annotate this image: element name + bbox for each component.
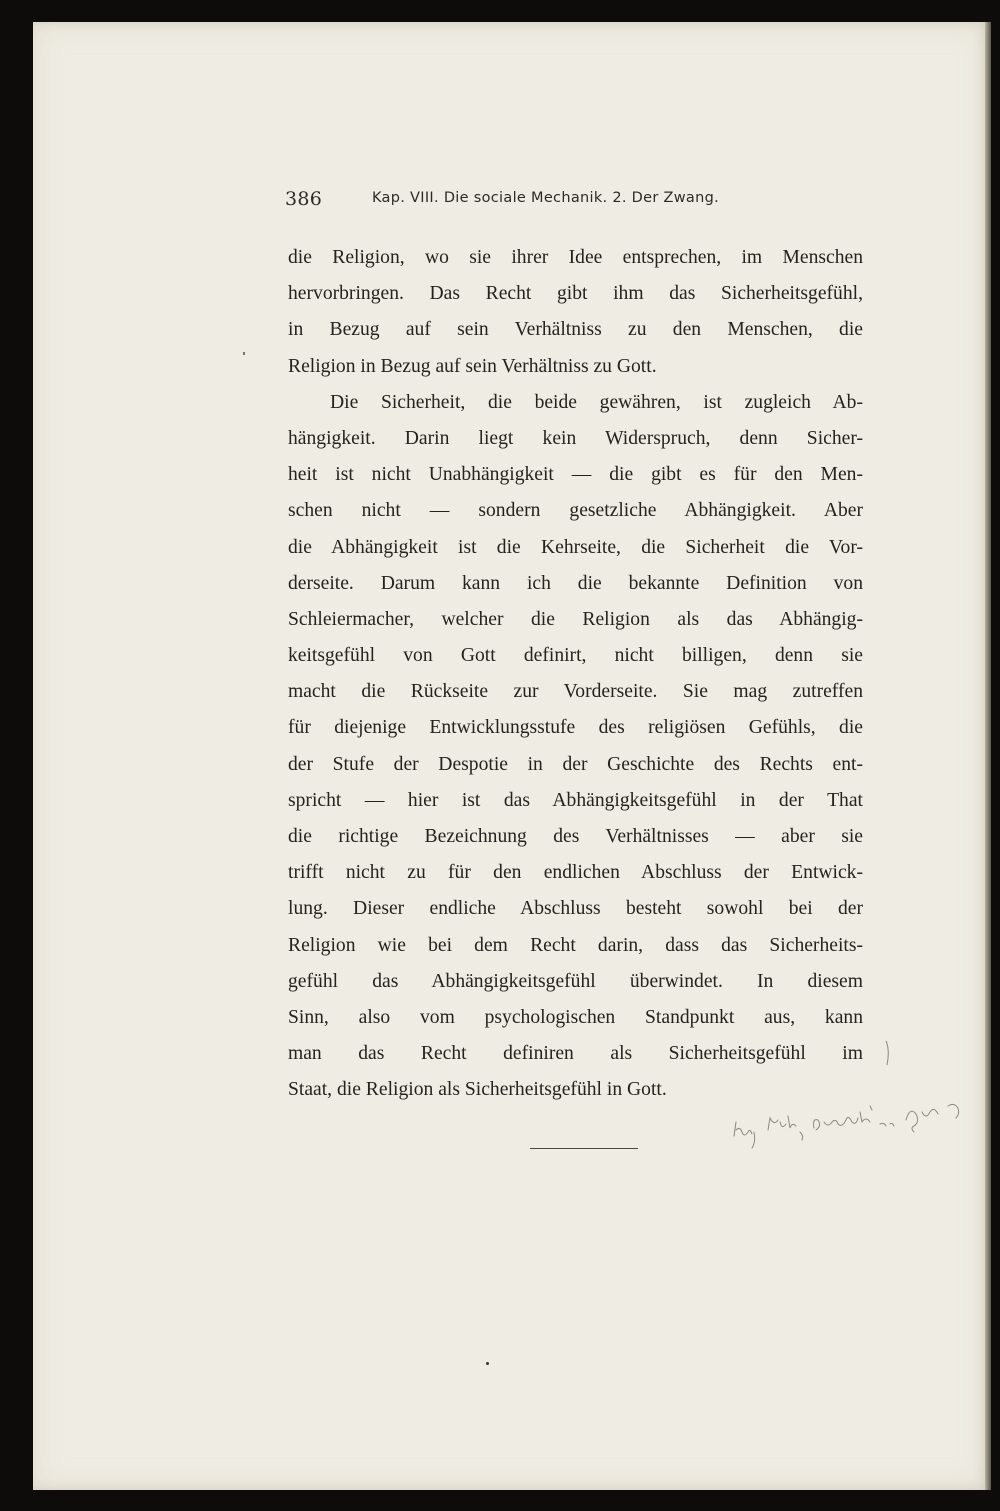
text-line: der Stufe der Despotie in der Geschichte des Rechts ent-	[288, 753, 863, 775]
text-line: die Religion, wo sie ihrer Idee entsprechen, im Menschen	[288, 247, 863, 268]
text-line: in Bezug auf sein Verhältniss zu den Menschen, die	[288, 319, 863, 341]
text-line: für diejenige Entwicklungsstufe des religiösen Gefühls, die	[288, 717, 863, 739]
text-line: Die Sicherheit, die beide gewähren, ist zugleich Ab-	[330, 391, 863, 413]
text-line: macht die Rückseite zur Vorderseite. Sie mag zutreffen	[288, 681, 863, 703]
text-line: trifft nicht zu für den endlichen Abschluss der Entwick-	[288, 862, 863, 884]
section-rule	[530, 1148, 638, 1149]
text-line: die Abhängigkeit ist die Kehrseite, die Sicherheit die Vor-	[288, 536, 863, 558]
text-line: Sinn, also vom psychologischen Standpunkt aus, kann	[288, 1006, 863, 1028]
text-line: hervorbringen. Das Recht gibt ihm das Sicherheitsgefühl,	[288, 283, 863, 305]
body-text	[288, 240, 863, 1109]
margin-mark	[243, 352, 245, 355]
ink-speck	[486, 1362, 489, 1365]
running-header	[285, 188, 860, 214]
text-line: Religion wie bei dem Recht darin, dass das Sicherheits-	[288, 934, 863, 956]
running-title: Kap. VIII. Die sociale Mechanik. 2. Der Zwang.	[372, 190, 720, 206]
text-line: schen nicht — sondern gesetzliche Abhängigkeit. Aber	[288, 500, 863, 522]
text-line: derseite. Darum kann ich die bekannte Definition von	[288, 572, 863, 594]
text-line: keitsgefühl von Gott definirt, nicht billigen, denn sie	[288, 645, 863, 667]
pencil-bracket-mark	[884, 1040, 892, 1066]
text-line: gefühl das Abhängigkeitsgefühl überwindet. In diesem	[288, 970, 863, 992]
text-line: lung. Dieser endliche Abschluss besteht sowohl bei der	[288, 898, 863, 920]
text-line: Staat, die Religion als Sicherheitsgefühl in Gott.	[288, 1079, 667, 1101]
text-line: heit ist nicht Unabhängigkeit — die gibt es für den Men-	[288, 464, 863, 486]
text-line: hängigkeit. Darin liegt kein Widerspruch, denn Sicher-	[288, 427, 863, 449]
pencil-marginal-note	[730, 1092, 970, 1162]
text-line: die richtige Bezeichnung des Verhältnisses — aber sie	[288, 826, 863, 847]
page-number: 386	[285, 188, 323, 210]
text-line: Religion in Bezug auf sein Verhältniss zu Gott.	[288, 355, 657, 377]
text-line: spricht — hier ist das Abhängigkeitsgefühl in der That	[288, 789, 863, 811]
text-line: Schleiermacher, welcher die Religion als das Abhängig-	[288, 608, 863, 630]
page-edge	[985, 22, 991, 1490]
text-line: man das Recht definiren als Sicherheitsgefühl im	[288, 1043, 863, 1065]
